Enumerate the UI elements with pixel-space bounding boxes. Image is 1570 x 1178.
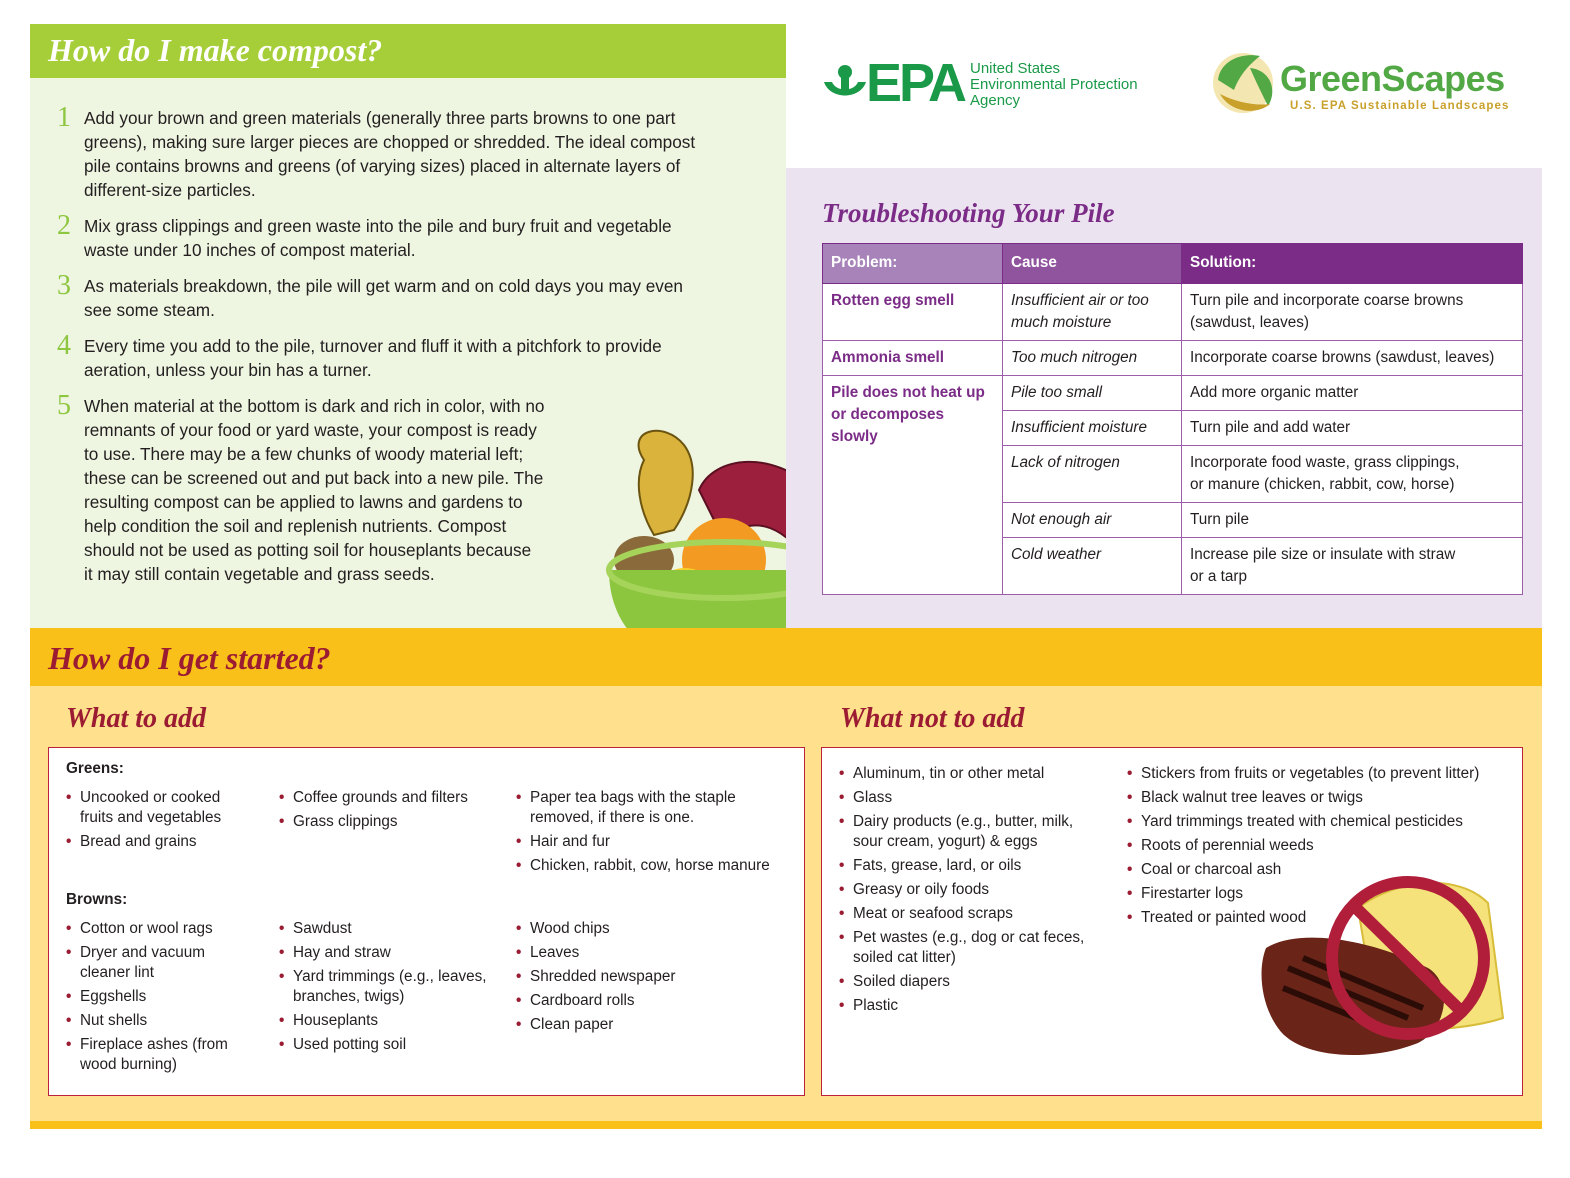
greenscapes-logo[interactable] — [1210, 50, 1545, 120]
compost-header — [30, 24, 786, 78]
list-item: • Leaves — [516, 943, 796, 963]
step-text — [84, 394, 544, 586]
cause-line: much moisture — [1011, 314, 1112, 331]
step-line: Mix grass clippings and green waste into the pile and bury fruit and vegetable — [84, 216, 672, 236]
cause-line: Not enough air — [1011, 511, 1112, 528]
step-line: pile contains browns and greens (of varying sizes) placed in alternate layers of — [84, 156, 681, 176]
browns-list-col-2 — [279, 919, 504, 1059]
step-line: to use. There may be a few chunks of woody material left; — [84, 444, 524, 464]
troubleshooting-title: Troubleshooting Your Pile — [822, 198, 1115, 228]
problem-cell: Ammonia smell — [823, 341, 1003, 376]
solution-cell — [1182, 538, 1523, 595]
troubleshooting-rows — [823, 284, 1523, 595]
solution-line: Incorporate coarse browns (sawdust, leaves) — [1190, 349, 1495, 366]
step-line: help condition the soil and replenish nutrients. Compost — [84, 516, 507, 536]
solution-line: Increase pile size or insulate with straw — [1190, 546, 1456, 563]
step-number: 1 — [57, 102, 71, 133]
problem-cell: Rotten egg smell — [823, 284, 1003, 341]
list-item: • Wood chips — [516, 919, 796, 939]
solution-line: Add more organic matter — [1190, 384, 1359, 401]
solution-line: or a tarp — [1190, 568, 1247, 585]
solution-line: Turn pile — [1190, 511, 1249, 528]
epa-agency-name: United States Environmental Protection Agency — [970, 60, 1138, 109]
cause-line: Insufficient moisture — [1011, 419, 1148, 436]
list-item: • Grass clippings — [279, 812, 504, 832]
solution-cell — [1182, 376, 1523, 411]
list-item: • Yard trimmings (e.g., leaves, branches, twigs) — [279, 967, 504, 1007]
list-item: • Greasy or oily foods — [839, 880, 1097, 900]
step-line: see some steam. — [84, 300, 215, 320]
step-text — [84, 214, 672, 262]
list-item: • Chicken, rabbit, cow, horse manure — [516, 856, 796, 876]
step-number: 3 — [57, 270, 71, 301]
list-item: • Hair and fur — [516, 832, 796, 852]
list-item: • Dryer and vacuum cleaner lint — [66, 943, 256, 983]
greens-list-col-3 — [516, 788, 796, 880]
step-line: these can be screened out and put back into a new pile. The — [84, 468, 544, 488]
cause-cell — [1003, 376, 1182, 411]
greenscapes-subtitle: U.S. EPA Sustainable Landscapes — [1290, 100, 1510, 112]
step-line: Every time you add to the pile, turnover and fluff it with a pitchfork to provide — [84, 336, 662, 356]
table-header-row — [823, 244, 1523, 284]
list-item: • Uncooked or cooked fruits and vegetables — [66, 788, 256, 828]
browns-label: Browns: — [66, 891, 128, 908]
cause-line: Pile too small — [1011, 384, 1102, 401]
list-item: • Stickers from fruits or vegetables (to prevent litter) — [1127, 764, 1507, 784]
list-item: • Paper tea bags with the staple removed, if there is one. — [516, 788, 796, 828]
browns-list-col-1 — [66, 919, 256, 1079]
step-number: 2 — [57, 210, 71, 241]
banana-peel — [639, 431, 693, 535]
greenscapes-leaf-icon — [1210, 50, 1280, 116]
cause-cell — [1003, 538, 1182, 595]
list-item: • Yard trimmings treated with chemical pesticides — [1127, 812, 1507, 832]
table-row — [823, 376, 1523, 411]
get-started-header — [30, 628, 1542, 686]
step-line: Add your brown and green materials (generally three parts browns to one part — [84, 108, 676, 128]
cause-cell — [1003, 284, 1182, 341]
cause-line: Lack of nitrogen — [1011, 454, 1120, 471]
step-line: resulting compost can be applied to lawns and gardens to — [84, 492, 523, 512]
epa-letters: EPA — [866, 53, 965, 113]
list-item: • Meat or seafood scraps — [839, 904, 1097, 924]
list-item: • Houseplants — [279, 1011, 504, 1031]
column-header-problem: Problem: — [823, 244, 1003, 284]
step-line: aeration, unless your bin has a turner. — [84, 360, 372, 380]
table-row — [823, 284, 1523, 341]
step-number: 5 — [57, 390, 71, 421]
solution-cell — [1182, 411, 1523, 446]
greens-list-col-1 — [66, 788, 256, 856]
compost-title: How do I make compost? — [48, 32, 383, 68]
epa-logo[interactable] — [820, 53, 1165, 116]
step-text — [84, 106, 695, 202]
greens-label: Greens: — [66, 760, 124, 777]
list-item: • Plastic — [839, 996, 1097, 1016]
list-item: • Dairy products (e.g., butter, milk, sour cream, yogurt) & eggs — [839, 812, 1097, 852]
cause-cell — [1003, 503, 1182, 538]
greenscapes-name: GreenScapes — [1280, 58, 1505, 99]
cause-line: Insufficient air or too — [1011, 292, 1149, 309]
list-item: • Pet wastes (e.g., dog or cat feces, soiled cat litter) — [839, 928, 1097, 968]
list-item: • Soiled diapers — [839, 972, 1097, 992]
what-not-to-add-title: What not to add — [840, 703, 1025, 734]
list-item: • Glass — [839, 788, 1097, 808]
step-line: different-size particles. — [84, 180, 256, 200]
list-item: • Shredded newspaper — [516, 967, 796, 987]
list-item: • Fireplace ashes (from wood burning) — [66, 1035, 256, 1075]
list-item: • Clean paper — [516, 1015, 796, 1035]
solution-cell — [1182, 503, 1523, 538]
step-line: greens), making sure larger pieces are chopped or shredded. The ideal compost — [84, 132, 696, 152]
bottom-bar — [30, 1121, 1542, 1129]
list-item: • Cotton or wool rags — [66, 919, 256, 939]
step-text — [84, 274, 683, 322]
column-header-cause: Cause — [1003, 244, 1182, 284]
step-line: remnants of your food or yard waste, your compost is ready — [84, 420, 537, 440]
solution-cell — [1182, 446, 1523, 503]
not-add-list-col-1 — [839, 764, 1097, 1020]
list-item: • Coffee grounds and filters — [279, 788, 504, 808]
list-item: • Cardboard rolls — [516, 991, 796, 1011]
solution-cell — [1182, 284, 1523, 341]
cause-cell — [1003, 411, 1182, 446]
cause-line: Too much nitrogen — [1011, 349, 1138, 366]
list-item: • Used potting soil — [279, 1035, 504, 1055]
cause-cell — [1003, 446, 1182, 503]
cause-line: Cold weather — [1011, 546, 1102, 563]
cause-cell — [1003, 341, 1182, 376]
list-item: • Black walnut tree leaves or twigs — [1127, 788, 1507, 808]
list-item: • Bread and grains — [66, 832, 256, 852]
solution-line: Turn pile and incorporate coarse browns — [1190, 292, 1464, 309]
greens-list-col-2 — [279, 788, 504, 836]
step-line: it may still contain vegetable and grass seeds. — [84, 564, 435, 584]
no-meat-dairy-illustration — [1258, 868, 1516, 1064]
step-line: waste under 10 inches of compost material. — [84, 240, 416, 260]
list-item: • Sawdust — [279, 919, 504, 939]
solution-line: Turn pile and add water — [1190, 419, 1351, 436]
list-item: • Fats, grease, lard, or oils — [839, 856, 1097, 876]
list-item: • Treated or painted wood — [1127, 908, 1507, 928]
problem-cell: Pile does not heat up or decomposes slowly — [823, 376, 1003, 595]
step-line: When material at the bottom is dark and rich in color, with no — [84, 396, 545, 416]
epa-flower-icon — [820, 60, 870, 110]
list-item: • Aluminum, tin or other metal — [839, 764, 1097, 784]
troubleshooting-table — [822, 243, 1523, 595]
step-number: 4 — [57, 330, 71, 361]
list-item: • Eggshells — [66, 987, 256, 1007]
solution-line: Incorporate food waste, grass clippings, — [1190, 454, 1460, 471]
list-item: • Hay and straw — [279, 943, 504, 963]
get-started-title: How do I get started? — [48, 640, 331, 676]
solution-line: (sawdust, leaves) — [1190, 314, 1310, 331]
step-line: As materials breakdown, the pile will get warm and on cold days you may even — [84, 276, 683, 296]
browns-list-col-3 — [516, 919, 796, 1039]
step-line: should not be used as potting soil for houseplants because — [84, 540, 532, 560]
solution-line: or manure (chicken, rabbit, cow, horse) — [1190, 476, 1455, 493]
what-to-add-title: What to add — [66, 703, 207, 734]
step-text — [84, 334, 662, 382]
list-item: • Nut shells — [66, 1011, 256, 1031]
list-item: • Roots of perennial weeds — [1127, 836, 1507, 856]
list-item: • Coal or charcoal ash — [1127, 860, 1507, 880]
table-row — [823, 341, 1523, 376]
list-item: • Firestarter logs — [1127, 884, 1507, 904]
column-header-solution: Solution: — [1182, 244, 1523, 284]
solution-cell — [1182, 341, 1523, 376]
